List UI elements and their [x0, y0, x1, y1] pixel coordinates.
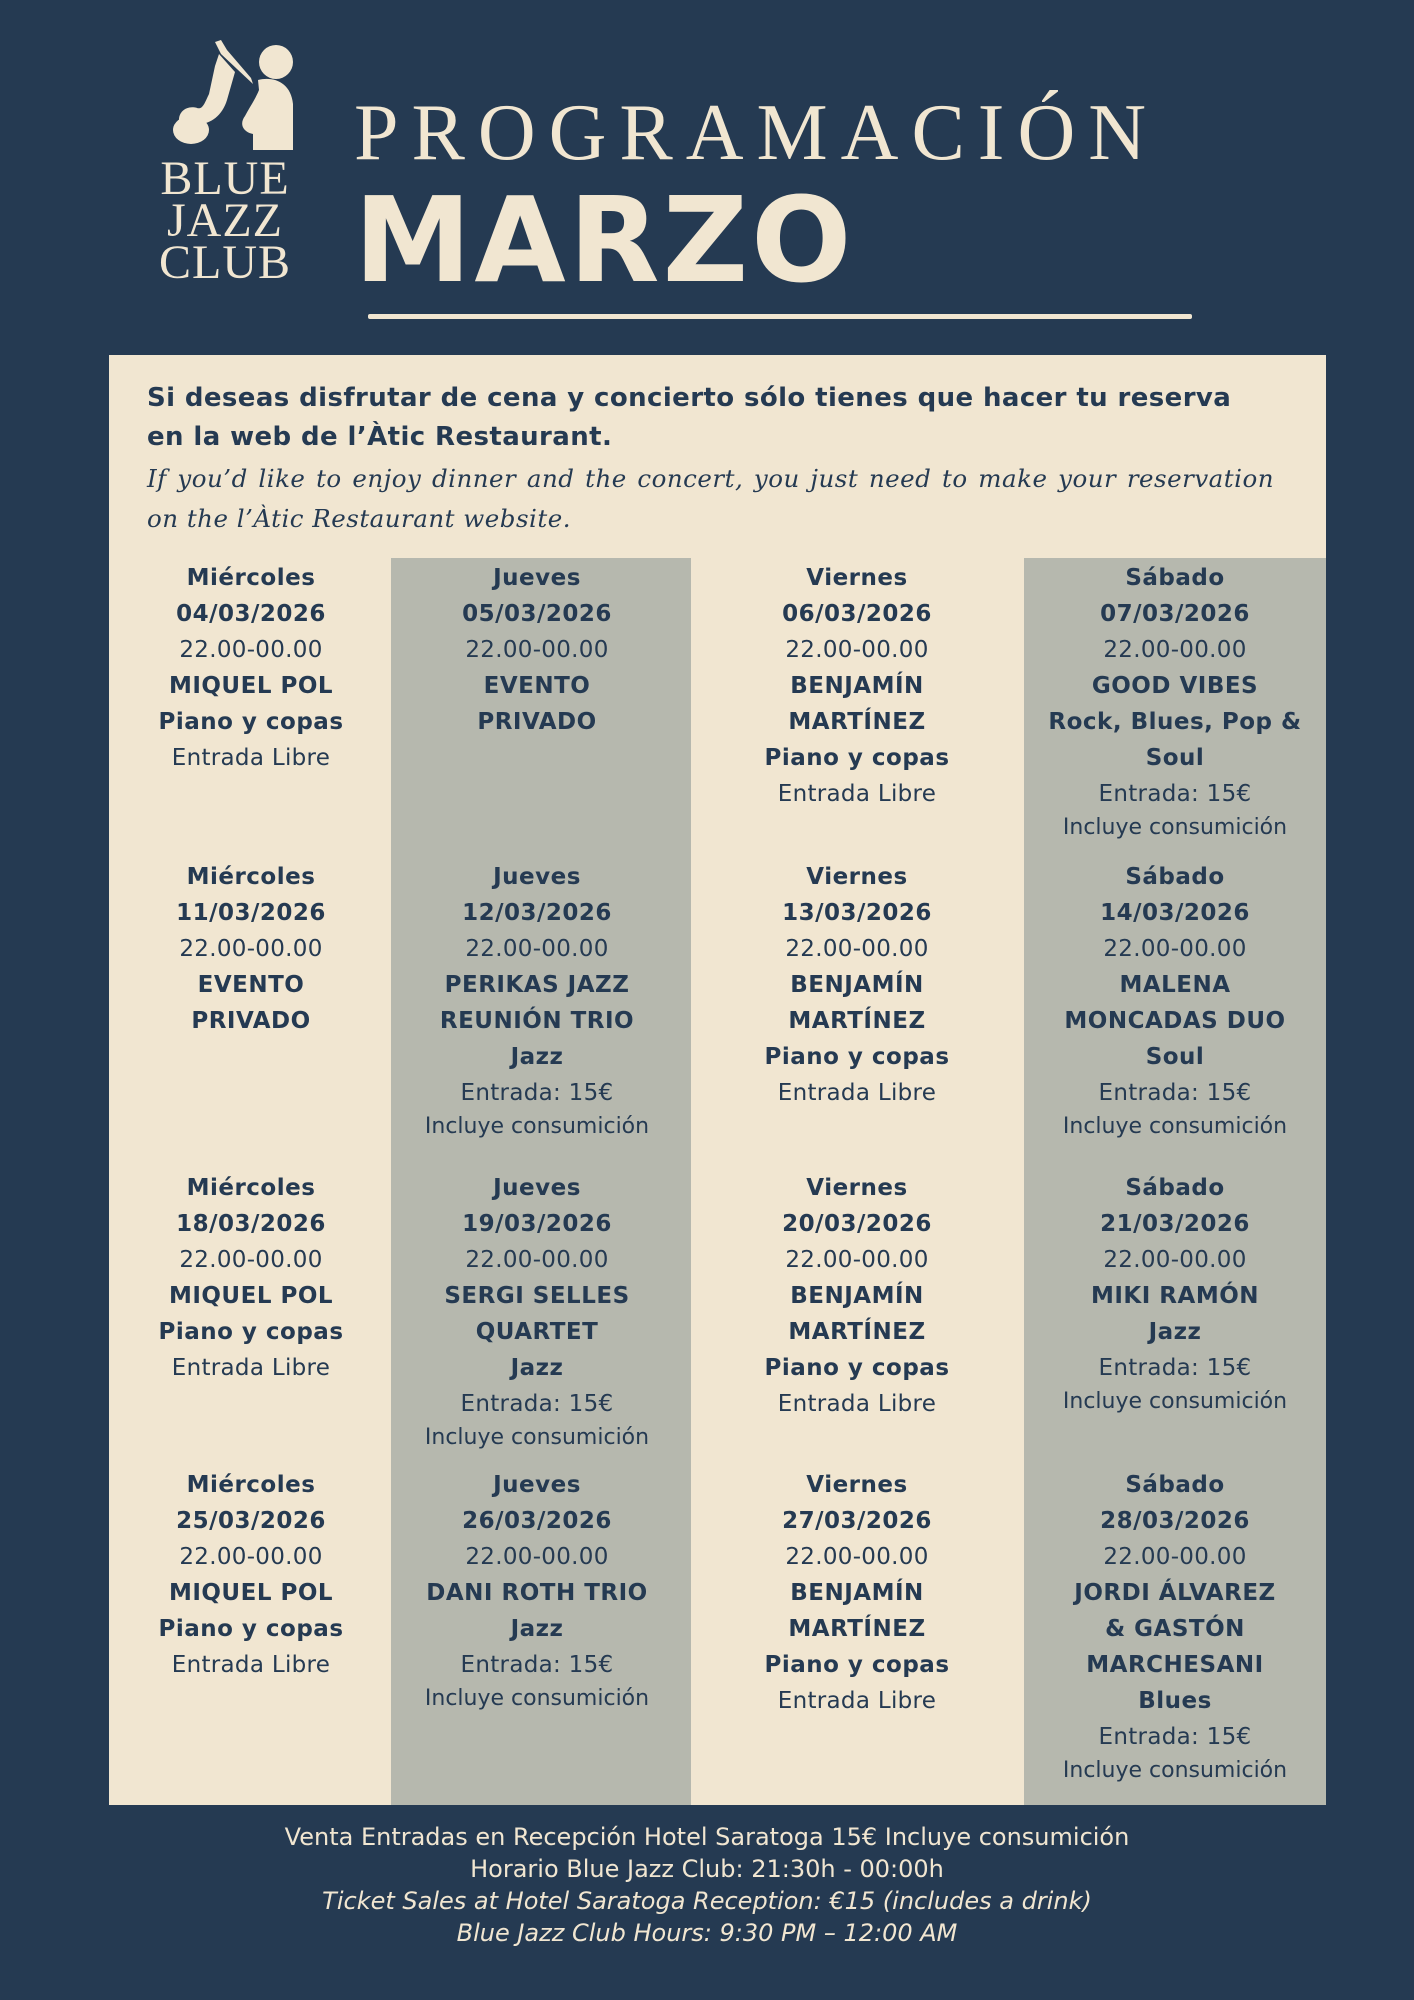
saxophonist-icon — [155, 38, 295, 150]
event-date: 27/03/2026 — [782, 1508, 932, 1534]
event-day: Viernes — [806, 864, 908, 890]
event-day: Jueves — [493, 565, 581, 591]
event-time: 22.00-00.00 — [785, 1247, 929, 1273]
event-genre: Rock, Blues, Pop & Soul — [1048, 709, 1302, 771]
event-entry-note: Incluye consumición — [1062, 1758, 1288, 1783]
event-entry: Entrada: 15€ — [1098, 781, 1252, 807]
event-date: 06/03/2026 — [782, 601, 932, 627]
event-entry: Entrada: 15€ — [1098, 1724, 1252, 1750]
event-genre: Piano y copas — [764, 1044, 950, 1070]
event-cell — [707, 1467, 1007, 1719]
club-logo — [150, 38, 300, 318]
event-date: 13/03/2026 — [782, 900, 932, 926]
footer-hours-es: Horario Blue Jazz Club: 21:30h - 00:00h — [470, 1855, 944, 1883]
event-genre: Piano y copas — [764, 1355, 950, 1381]
event-genre: Jazz — [510, 1044, 564, 1070]
event-day: Miércoles — [186, 1472, 316, 1498]
event-artist: BENJAMÍN — [790, 1580, 924, 1606]
event-day: Miércoles — [186, 565, 316, 591]
event-artist: EVENTO — [197, 972, 305, 998]
event-day: Sábado — [1125, 1175, 1225, 1201]
event-cell — [1025, 560, 1325, 844]
logo-line: BLUE — [160, 152, 290, 205]
event-cell — [1025, 1467, 1325, 1787]
event-entry: Entrada: 15€ — [1098, 1355, 1252, 1381]
event-date: 11/03/2026 — [176, 900, 326, 926]
event-cell — [387, 859, 687, 1143]
event-genre: Jazz — [1148, 1319, 1202, 1345]
event-date: 20/03/2026 — [782, 1211, 932, 1237]
event-time: 22.00-00.00 — [785, 936, 929, 962]
event-artist: MARTÍNEZ — [788, 1319, 926, 1345]
event-artist: MARTÍNEZ — [788, 709, 926, 735]
event-artist: GOOD VIBES — [1091, 673, 1259, 699]
event-cell — [707, 1170, 1007, 1422]
event-time: 22.00-00.00 — [465, 637, 609, 663]
event-time: 22.00-00.00 — [179, 1544, 323, 1570]
event-date: 07/03/2026 — [1100, 601, 1250, 627]
event-cell — [1025, 859, 1325, 1143]
event-artist: PERIKAS JAZZ — [444, 972, 630, 998]
event-time: 22.00-00.00 — [179, 637, 323, 663]
event-artist: DANI ROTH TRIO — [426, 1580, 648, 1606]
event-artist: BENJAMÍN — [790, 972, 924, 998]
event-artist: MARTÍNEZ — [788, 1008, 926, 1034]
event-entry: Entrada: 15€ — [1098, 1080, 1252, 1106]
event-day: Jueves — [493, 1175, 581, 1201]
event-time: 22.00-00.00 — [465, 936, 609, 962]
event-date: 05/03/2026 — [462, 601, 612, 627]
header — [0, 0, 1414, 340]
event-artist: QUARTET — [475, 1319, 599, 1345]
event-cell — [1025, 1170, 1325, 1418]
event-entry: Entrada Libre — [777, 1080, 937, 1106]
event-day: Viernes — [806, 1175, 908, 1201]
logo-line: JAZZ — [167, 194, 283, 247]
footer-hours-en: Blue Jazz Club Hours: 9:30 PM – 12:00 AM — [456, 1919, 958, 1947]
event-artist: MARTÍNEZ — [788, 1616, 926, 1642]
event-day: Sábado — [1125, 1472, 1225, 1498]
event-cell — [101, 1467, 401, 1683]
footer — [0, 1821, 1414, 1949]
event-artist: MARCHESANI — [1086, 1652, 1264, 1678]
event-time: 22.00-00.00 — [1103, 637, 1247, 663]
intro-text — [147, 379, 1274, 539]
event-artist: MIQUEL POL — [168, 1283, 334, 1309]
logo-line: CLUB — [158, 236, 291, 289]
event-cell — [101, 1170, 401, 1386]
event-time: 22.00-00.00 — [179, 936, 323, 962]
title-underline — [368, 314, 1192, 319]
event-artist: BENJAMÍN — [790, 1283, 924, 1309]
event-entry-note: Incluye consumición — [1062, 1389, 1288, 1414]
event-time: 22.00-00.00 — [1103, 1247, 1247, 1273]
event-artist: EVENTO — [483, 673, 591, 699]
event-genre: Piano y copas — [158, 1616, 344, 1642]
event-date: 26/03/2026 — [462, 1508, 612, 1534]
event-artist: JORDI ÁLVAREZ — [1074, 1580, 1276, 1606]
event-cell — [387, 1467, 687, 1715]
event-entry-note: Incluye consumición — [1062, 1114, 1288, 1139]
event-day: Jueves — [493, 864, 581, 890]
event-date: 14/03/2026 — [1100, 900, 1250, 926]
event-artist: MIQUEL POL — [168, 673, 334, 699]
event-day: Miércoles — [186, 864, 316, 890]
event-entry: Entrada Libre — [171, 745, 331, 771]
title-month: MARZO — [354, 171, 855, 309]
event-entry: Entrada Libre — [777, 1391, 937, 1417]
event-date: 21/03/2026 — [1100, 1211, 1250, 1237]
event-genre: Jazz — [510, 1616, 564, 1642]
event-entry: Entrada: 15€ — [460, 1080, 614, 1106]
event-cell — [387, 560, 687, 740]
event-cell — [387, 1170, 687, 1454]
event-entry-note: Incluye consumición — [424, 1114, 650, 1139]
event-artist: MALENA — [1119, 972, 1231, 998]
event-artist: PRIVADO — [477, 709, 597, 735]
event-entry: Entrada Libre — [171, 1355, 331, 1381]
event-time: 22.00-00.00 — [785, 637, 929, 663]
logo-wordmark — [150, 152, 300, 289]
event-genre: Piano y copas — [764, 745, 950, 771]
event-day: Sábado — [1125, 565, 1225, 591]
event-time: 22.00-00.00 — [1103, 936, 1247, 962]
event-genre: Blues — [1138, 1688, 1212, 1714]
event-time: 22.00-00.00 — [179, 1247, 323, 1273]
event-day: Jueves — [493, 1472, 581, 1498]
event-date: 28/03/2026 — [1100, 1508, 1250, 1534]
footer-ticket-en: Ticket Sales at Hotel Saratoga Reception: €15 (includes a drink) — [322, 1887, 1092, 1915]
event-genre: Piano y copas — [764, 1652, 950, 1678]
event-entry: Entrada Libre — [171, 1652, 331, 1678]
event-entry-note: Incluye consumición — [1062, 815, 1288, 840]
event-entry-note: Incluye consumición — [424, 1425, 650, 1450]
event-day: Viernes — [806, 1472, 908, 1498]
event-artist: REUNIÓN TRIO — [439, 1008, 635, 1034]
event-time: 22.00-00.00 — [465, 1247, 609, 1273]
event-time: 22.00-00.00 — [465, 1544, 609, 1570]
event-entry: Entrada Libre — [777, 781, 937, 807]
event-genre: Piano y copas — [158, 709, 344, 735]
event-entry: Entrada: 15€ — [460, 1391, 614, 1417]
event-entry: Entrada Libre — [777, 1688, 937, 1714]
event-day: Sábado — [1125, 864, 1225, 890]
event-date: 18/03/2026 — [176, 1211, 326, 1237]
event-date: 04/03/2026 — [176, 601, 326, 627]
event-artist: & GASTÓN — [1105, 1616, 1245, 1642]
event-cell — [101, 560, 401, 776]
title-programacion: PROGRAMACIÓN — [354, 89, 1159, 177]
event-genre: Soul — [1145, 1044, 1205, 1070]
event-artist: MONCADAS DUO — [1064, 1008, 1286, 1034]
event-cell — [707, 560, 1007, 812]
event-artist: PRIVADO — [191, 1008, 311, 1034]
intro-spanish: Si deseas disfrutar de cena y concierto sólo tienes que hacer tu reserva en la web de l’Àtic Restaurant. — [147, 383, 1232, 452]
event-day: Miércoles — [186, 1175, 316, 1201]
event-entry: Entrada: 15€ — [460, 1652, 614, 1678]
event-cell — [101, 859, 401, 1039]
event-time: 22.00-00.00 — [1103, 1544, 1247, 1570]
event-artist: BENJAMÍN — [790, 673, 924, 699]
event-date: 12/03/2026 — [462, 900, 612, 926]
event-artist: MIQUEL POL — [168, 1580, 334, 1606]
event-genre: Piano y copas — [158, 1319, 344, 1345]
schedule-panel — [109, 355, 1326, 1805]
event-date: 25/03/2026 — [176, 1508, 326, 1534]
event-date: 19/03/2026 — [462, 1211, 612, 1237]
event-artist: SERGI SELLES — [444, 1283, 630, 1309]
event-entry-note: Incluye consumición — [424, 1686, 650, 1711]
intro-english: If you’d like to enjoy dinner and the concert, you just need to make your reservation on the l’Àtic Restaurant website. — [147, 464, 1274, 533]
footer-ticket-es: Venta Entradas en Recepción Hotel Saratoga 15€ Incluye consumición — [284, 1823, 1130, 1851]
event-time: 22.00-00.00 — [785, 1544, 929, 1570]
event-genre: Jazz — [510, 1355, 564, 1381]
event-day: Viernes — [806, 565, 908, 591]
event-cell — [707, 859, 1007, 1111]
event-artist: MIKI RAMÓN — [1090, 1283, 1260, 1309]
